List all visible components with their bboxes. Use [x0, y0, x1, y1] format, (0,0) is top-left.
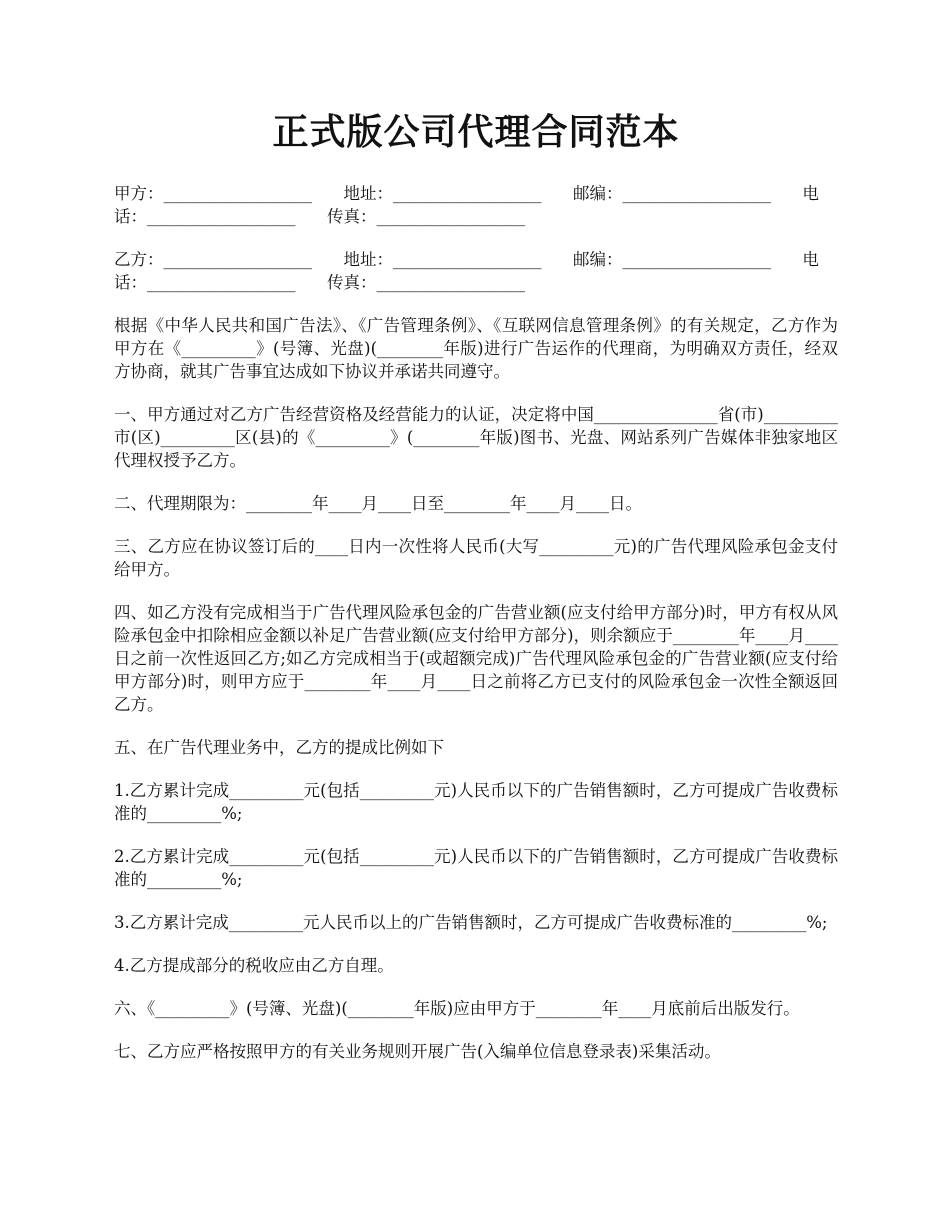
clause-3: 三、乙方应在协议签订后的____日内一次性将人民币(大写_________元)的广告代理风险承包金支付给甲方。: [114, 537, 838, 579]
clause-5-item-2: 2.乙方累计完成_________元(包括_________元)人民币以下的广告销售额时，乙方可提成广告收费标准的_________%;: [114, 847, 838, 889]
clause-5: 五、在广告代理业务中，乙方的提成比例如下: [114, 738, 444, 757]
clause-1: 一、甲方通过对乙方广告经营资格及经营能力的认证，决定将中国_______________省(市)_________市(区)_________区(县)的《_________》(________年版)图书、光盘、网站系列广告媒体非独家地区代理权授予乙方。: [114, 405, 838, 470]
document-title: 正式版公司代理合同范本: [272, 111, 680, 153]
party-b-info: 乙方：__________________ 地址：__________________ 邮编：__________________ 电话：__________________ 传真：__________________: [114, 250, 819, 292]
clause-5-item-4: 4.乙方提成部分的税收应由乙方自理。: [114, 956, 394, 975]
preamble-paragraph: 根据《中华人民共和国广告法》、《广告管理条例》、《互联网信息管理条例》的有关规定，乙方作为甲方在《_________》(号簿、光盘)(________年版)进行广告运作的代理商，为明确双方责任，经双方协商，就其广告事宜达成如下协议并承诺共同遵守。: [114, 316, 838, 381]
clause-4: 四、如乙方没有完成相当于广告代理风险承包金的广告营业额(应支付给甲方部分)时，甲方有权从风险承包金中扣除相应金额以补足广告营业额(应支付给甲方部分)，则余额应于________年____月____日之前一次性返回乙方;如乙方完成相当于(或超额完成)广告代理风险承包金的广告营业额(应支付给甲方部分)时，则甲方应于________年____月____日之前将乙方已支付的风险承包金一次性全额返回乙方。: [114, 603, 838, 714]
clause-5-item-3: 3.乙方累计完成_________元人民币以上的广告销售额时，乙方可提成广告收费标准的_________%;: [114, 913, 828, 932]
clause-6: 六、《_________》(号簿、光盘)(________年版)应由甲方于________年____月底前后出版发行。: [114, 999, 800, 1018]
party-a-info: 甲方：__________________ 地址：__________________ 邮编：__________________ 电话：__________________ 传真：__________________: [114, 184, 819, 226]
clause-7: 七、乙方应严格按照甲方的有关业务规则开展广告(入编单位信息登录表)采集活动。: [114, 1042, 721, 1061]
clause-2: 二、代理期限为：________年____月____日至________年____月____日。: [114, 494, 642, 513]
clause-5-item-1: 1.乙方累计完成_________元(包括_________元)人民币以下的广告销售额时，乙方可提成广告收费标准的_________%;: [114, 781, 838, 823]
